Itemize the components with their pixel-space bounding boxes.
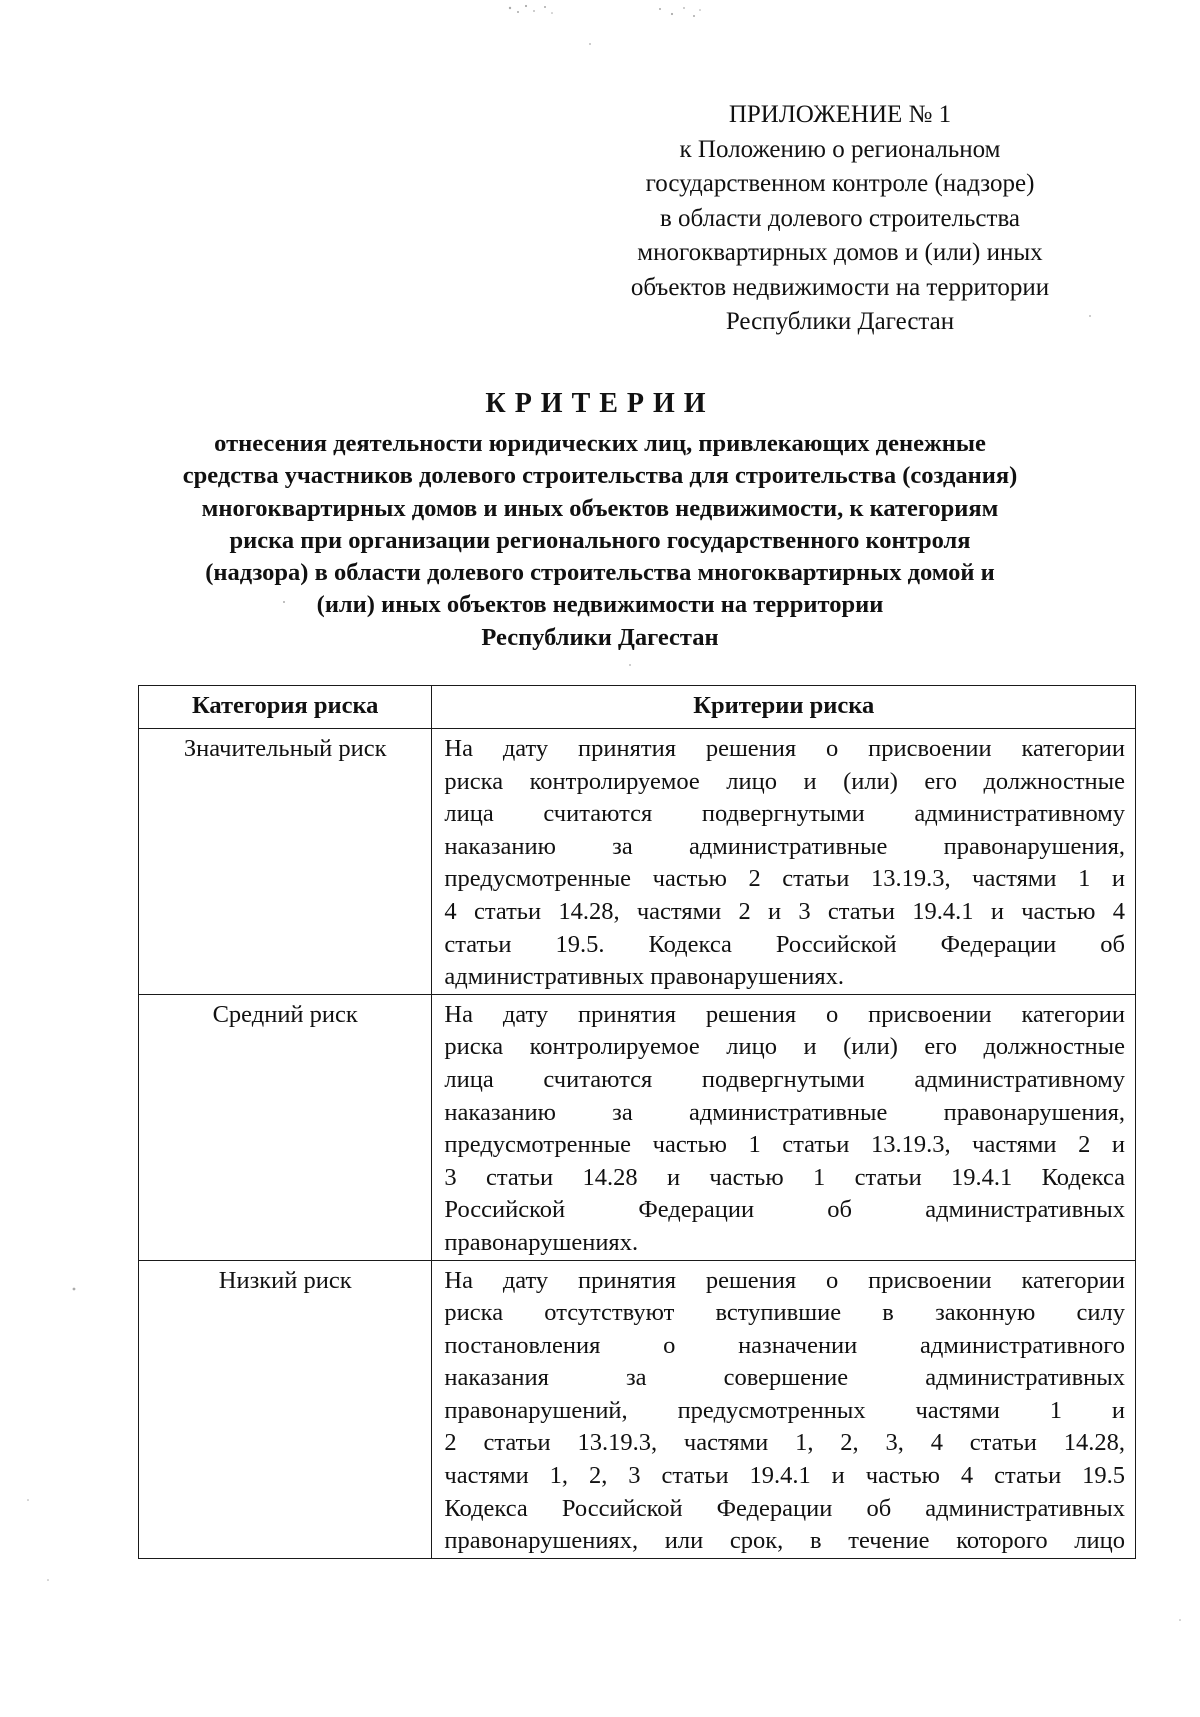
table-row [139, 994, 1136, 1260]
appendix-line: многоквартирных домов и (или) иных [637, 239, 1043, 266]
criteria-line: постановления о назначении административного [444, 1331, 1125, 1359]
criteria-line: наказания за совершение административных [444, 1364, 1125, 1392]
criteria-line: На дату принятия решения о присвоении категории [444, 1000, 1125, 1028]
document-subtitle [60, 428, 1140, 654]
criteria-line: предусмотренные частью 1 статьи 13.19.3, частями 2 и [444, 1131, 1125, 1159]
criteria-line: 4 статьи 14.28, частями 2 и 3 статьи 19.4.1 и частью 4 [444, 897, 1125, 925]
criteria-line: риска контролируемое лицо и (или) его должностные [444, 1033, 1125, 1061]
criteria-line: риска контролируемое лицо и (или) его должностные [444, 767, 1125, 795]
subtitle-line: отнесения деятельности юридических лиц, привлекающих денежные [214, 430, 986, 457]
criteria-line: наказанию за административные правонарушения, [444, 832, 1125, 860]
criteria-line: наказанию за административные правонарушения, [444, 1098, 1125, 1126]
appendix-line: в области долевого строительства [659, 204, 1021, 232]
risk-criteria-low [432, 1260, 1136, 1558]
risk-criteria-table [138, 685, 1136, 1559]
criteria-line: 3 статьи 14.28 и частью 1 статьи 19.4.1 Кодекса [444, 1163, 1125, 1191]
appendix-line: государственном контроле (надзоре) [645, 170, 1035, 197]
appendix-line: Республики Дагестан [725, 308, 955, 335]
subtitle-line: Республики Дагестан [481, 623, 719, 651]
criteria-line: На дату принятия решения о присвоении категории [444, 735, 1125, 762]
appendix-header [600, 98, 1080, 340]
subtitle-line: (надзора) в области долевого строительства многоквартирных домой и [205, 559, 995, 587]
criteria-line: 2 статьи 13.19.3, частями 1, 2, 3, 4 статьи 14.28, [444, 1429, 1125, 1457]
table-row [139, 1260, 1136, 1558]
document-title: КРИТЕРИИ [485, 388, 715, 419]
subtitle-line: риска при организации регионального государственного контроля [229, 526, 971, 554]
risk-criteria-medium [432, 994, 1136, 1260]
criteria-line: лица считаются подвергнутыми административному [444, 800, 1125, 828]
appendix-line: ПРИЛОЖЕНИЕ № 1 [728, 101, 952, 128]
criteria-line: частями 1, 2, 3 статьи 19.4.1 и частью 4 статьи 19.5 [444, 1462, 1125, 1490]
criteria-line: правонарушениях, или срок, в течение которого лицо [444, 1527, 1125, 1555]
criteria-line: статьи 19.5. Кодекса Российской Федерации об [444, 930, 1125, 958]
criteria-line: предусмотренные частью 2 статьи 13.19.3, частями 1 и [444, 865, 1125, 893]
appendix-line: к Положению о региональном [679, 135, 1001, 163]
criteria-line: Кодекса Российской Федерации об административных [444, 1494, 1125, 1522]
risk-category-significant: Значительный риск [139, 729, 432, 995]
subtitle-line: средства участников долевого строительства для строительства (создания) [182, 462, 1018, 490]
criteria-line: На дату принятия решения о присвоении категории [444, 1266, 1125, 1294]
appendix-line: объектов недвижимости на территории [630, 273, 1050, 301]
risk-criteria-significant [432, 729, 1136, 995]
risk-category-medium: Средний риск [139, 994, 432, 1260]
table-row [139, 729, 1136, 995]
risk-category-low: Низкий риск [139, 1260, 432, 1558]
criteria-line: Российской Федерации об административных [444, 1196, 1125, 1224]
criteria-line: правонарушений, предусмотренных частями 1 и [444, 1396, 1125, 1424]
subtitle-line: многоквартирных домов и иных объектов недвижимости, к категориям [201, 494, 999, 522]
header-risk-category: Категория риска [139, 686, 432, 729]
header-risk-criteria: Критерии риска [432, 686, 1136, 729]
subtitle-line: (или) иных объектов недвижимости на территории [316, 591, 884, 619]
criteria-line: лица считаются подвергнутыми административному [444, 1065, 1125, 1093]
criteria-line: правонарушениях. [444, 1228, 639, 1256]
criteria-line: административных правонарушениях. [444, 963, 844, 991]
criteria-line: риска отсутствуют вступившие в законную силу [444, 1299, 1125, 1327]
table-header-row [139, 686, 1136, 729]
